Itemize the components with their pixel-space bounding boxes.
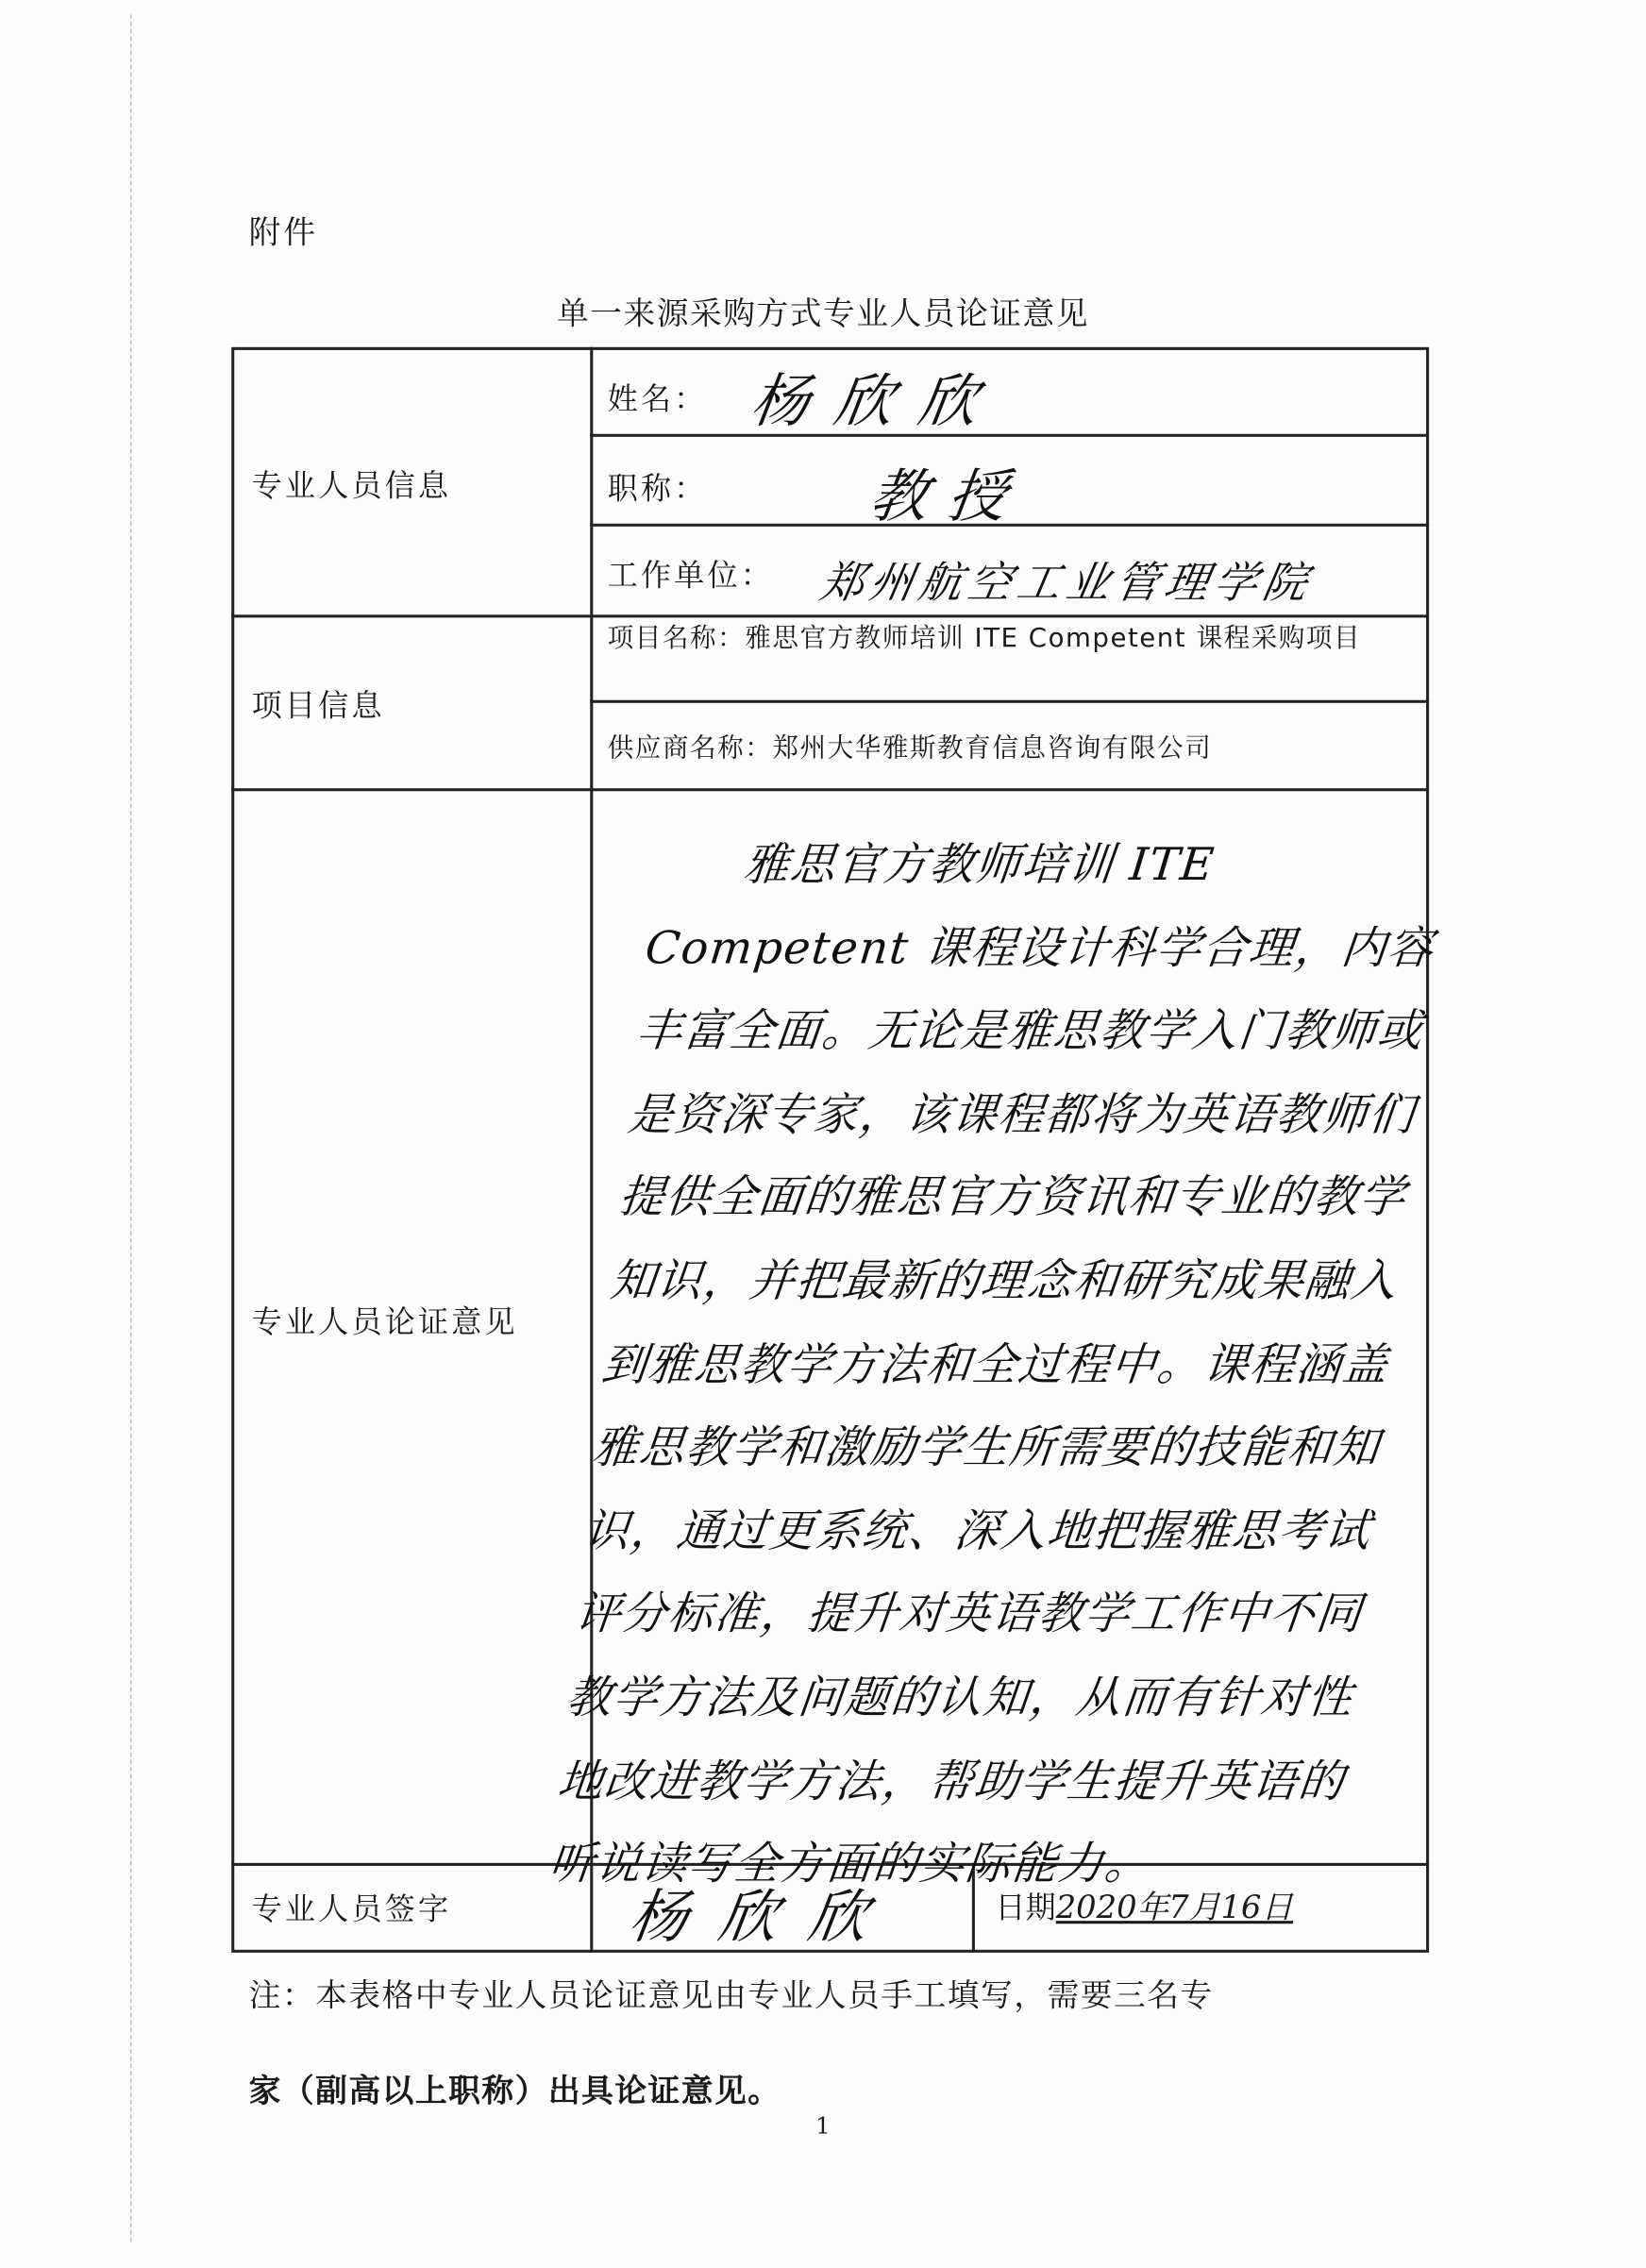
opinion-handwritten-text (545, 825, 1480, 1907)
date-label: 日期 (995, 1890, 1056, 1925)
name-field-label: 姓名： (607, 381, 708, 417)
project-name-field (608, 619, 1418, 658)
opinion-paragraph: 雅思官方教师培训 ITE Competent 课程设计科学合理，内容丰富全面。无论是雅思教学入门教师或是资深专家，该课程都将为英语教师们提供全面的雅思官方资讯和专业的教学知识，并把最新的理念和研究成果融入到雅思教学方法和全过程中。课程涵盖雅思教学和激励学生所需要的技能和知识，通过更系统、深入地把握雅思考试评分标准，提升对英语教学工作中不同教学方法及问题的认知，从而有针对性地改进教学方法，帮助学生提升英语的听说读写全方面的实际能力。 (546, 838, 1437, 1891)
supplier-field (608, 729, 1418, 767)
expert-info-label: 专业人员信息 (251, 468, 452, 504)
row-divider-project (590, 700, 1429, 703)
note-line-2: 家（副高以上职称）出具论证意见。 (248, 2074, 781, 2110)
supplier-label: 供应商名称： (607, 732, 773, 764)
signature-handwritten: 杨欣欣 (625, 1884, 904, 1952)
unit-handwritten-value: 郑州航空工业管理学院 (815, 558, 1318, 610)
note-line-1: 注：本表格中专业人员论证意见由专业人员手工填写，需要三名专 (248, 1978, 1214, 2015)
signature-label: 专业人员签字 (251, 1891, 452, 1927)
date-field (995, 1883, 1293, 1928)
section-divider-expert (231, 614, 1429, 617)
name-handwritten-value: 杨欣欣 (747, 368, 1008, 436)
binding-margin-line (130, 14, 132, 2242)
page-number: 1 (815, 2111, 831, 2140)
document-title: 单一来源采购方式专业人员论证意见 (556, 296, 1089, 333)
title-handwritten-value: 教授 (865, 463, 1032, 531)
date-handwritten-value: 2020年7月16日 (1055, 1890, 1294, 1927)
project-name-value: 雅思官方教师培训 ITE Competent 课程采购项目 (745, 623, 1362, 654)
row-divider-name (590, 434, 1429, 437)
unit-field-label: 工作单位： (607, 558, 774, 594)
section-divider-project (231, 788, 1429, 791)
title-field-label: 职称： (607, 471, 708, 507)
project-name-label: 项目名称： (607, 623, 746, 654)
opinion-label: 专业人员论证意见 (251, 1304, 518, 1340)
supplier-value: 郑州大华雅斯教育信息咨询有限公司 (772, 732, 1213, 764)
project-info-label: 项目信息 (251, 688, 385, 724)
attachment-label: 附件 (248, 215, 319, 252)
